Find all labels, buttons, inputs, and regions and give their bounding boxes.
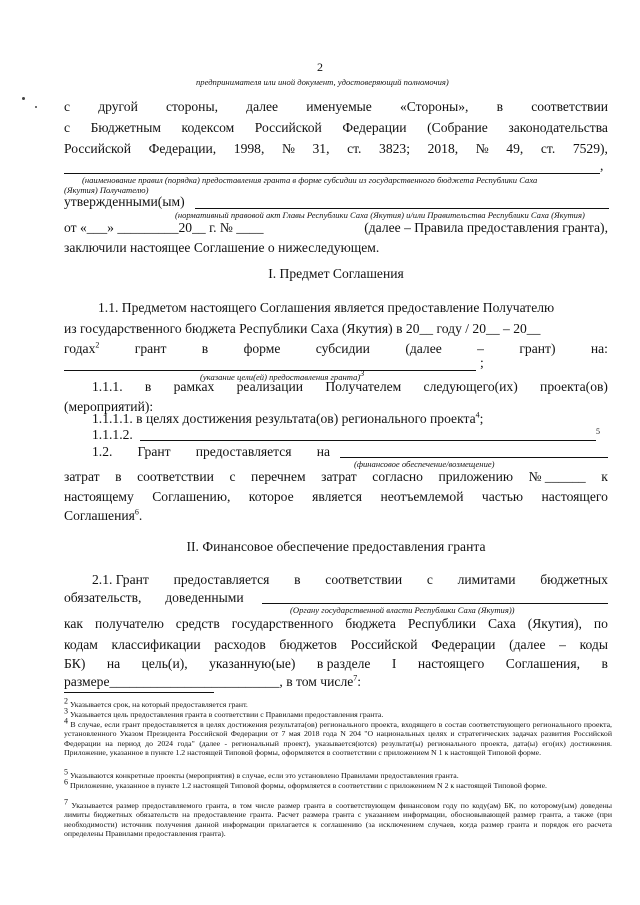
footnote-3: $^3$ Указывается цель предоставления гранта в соответствии с Правилами предоставления гранта. — [64, 706, 384, 719]
rules-line-comma: , — [600, 158, 604, 173]
intro-line-3: Российской Федерации, 1998, № 31, ст. 3823; 2018, № 49, ст. 7529), — [64, 141, 608, 156]
intro-date-line: от «___» _________20__ г. № ____ (далее – Правила предоставления гранта), — [64, 220, 608, 235]
s1-p1-line-2: из государственного бюджета Республики Саха (Якутия) в 20__ году / 20__ – 20__ — [64, 321, 541, 336]
scan-speck — [35, 106, 37, 108]
caption-goal: (указание цели(ей) предоставления гранта)$^3$ — [200, 369, 365, 382]
intro-line-2: с Бюджетным кодексом Российской Федерации (Собрание законодательства — [64, 120, 608, 135]
s1-p3-line: 1.1.1.1. в целях достижения результата(ов) регионального проекта$^4$; — [92, 410, 484, 426]
caption-rules-name: (наименование правил (порядка) предоставления гранта в форме субсидии из государственного бюджета Республики Саха — [82, 175, 538, 185]
section-1-title: I. Предмет Соглашения — [268, 266, 404, 281]
s1-p2-line-2: (мероприятий): — [64, 399, 154, 414]
blank-approving-act-line — [195, 208, 609, 209]
s1-p1-line-1: 1.1. Предметом настоящего Соглашения является предоставление Получателю — [98, 300, 555, 315]
s2-p1-line-3: как получателю средств государственного бюджета Республики Саха (Якутия), по — [64, 616, 608, 631]
intro-concluded-line: заключили настоящее Соглашение о нижеследующем. — [64, 240, 380, 255]
blank-goal-line — [64, 370, 476, 371]
s2-p1-line-1: 2.1. Грант предоставляется в соответствии с лимитами бюджетных — [92, 572, 608, 587]
s1-p5-line-1: 1.2. Грант предоставляется на — [92, 444, 330, 459]
footnote-7: $^7$ Указывается размер предоставляемого гранта, в том числе размер гранта в соответствующем финансовом году по коду(ам) БК, по которому(ым) доведены лимиты бюджетных обязательств на предоставление гранта. Расчет размера гранта с указанием информации, обосновывающей размер гранта, а также (при необходимости) источник получения данной информации прилагается к соглашению (за исключением случаев, когда размер гранта и порядок его расчета определены Правилами предоставления гранта). — [64, 797, 612, 839]
footnote-ref-5: 5 — [596, 427, 600, 436]
intro-line-1: с другой стороны, далее именуемые «Стороны», в соответствии — [64, 99, 608, 114]
caption-financing-type: (финансовое обеспечение/возмещение) — [354, 459, 495, 469]
caption-authority-doc: предпринимателя или иной документ, удостоверяющий полномочия) — [196, 77, 449, 87]
section-2-title: II. Финансовое обеспечение предоставления гранта — [186, 539, 486, 554]
s1-p1-line-3: годах$^2$ грант в форме субсидии (далее – грант) на: — [64, 340, 608, 356]
footnote-6: $^6$ Приложение, указанное в пункте 1.2 настоящей Типовой формы, оформляется в соответствии с приложением N 2 к настоящей Типовой форме. — [64, 777, 548, 790]
caption-approving-act: (нормативный правовой акт Главы Республики Саха (Якутия) и/или Правительства Республики Саха (Якутия) — [175, 210, 585, 220]
footnote-4: $^4$ В случае, если грант предоставляется в целях достижения результата(ов) регионального проекта, входящего в состав соответствующего регионального проекта, установленного Указом Президента Российской Федерации от 7 мая 2018 года N 204 "О национальных целях и стратегических задачах развития Российской Федерации на период до 2024 года" (далее - региональный проект), указывается(ются) результат(ы) регионального проекта, дата(ы) его(их) достижения. Приложение, указанное в пункте 1.2 настоящей Типовой формы, оформляется в соответствии с приложением N 1 к настоящей Типовой форме. — [64, 716, 613, 758]
footnote-5: $^5$ Указываются конкретные проекты (мероприятия) в случае, если это установлено Правилами предоставления гранта. — [64, 767, 459, 780]
blank-authority-line — [262, 603, 608, 604]
intro-approved-line: утвержденными(ым) — [64, 194, 185, 209]
s1-p2-line-1: 1.1.1. в рамках реализации Получателем следующего(их) проекта(ов) — [92, 379, 608, 394]
goal-line-semicolon: ; — [480, 355, 484, 370]
scan-speck — [22, 97, 25, 100]
s2-p1-line-2: обязательств, доведенными — [64, 590, 244, 605]
s2-p1-line-5: БК) на цель(и), указанную(ые) в разделе I настоящего Соглашения, в — [64, 656, 608, 671]
s1-p5-line-2: затрат в соответствии с перечнем затрат согласно приложению № ______ к — [64, 469, 608, 484]
s2-p1-line-4: кодам классификации расходов бюджетов Российской Федерации (далее – коды — [64, 637, 608, 652]
s1-p5-line-4: Соглашения$^6$. — [64, 507, 143, 523]
page-number: 2 — [317, 60, 323, 74]
caption-authority: (Органу государственной власти Республики Саха (Якутия)) — [290, 605, 515, 615]
s1-p4-line: 1.1.1.2. — [92, 427, 133, 442]
footnote-2: $^2$ Указывается срок, на который предоставляется грант. — [64, 696, 248, 709]
footnote-separator — [64, 692, 214, 693]
s1-p5-line-3: настоящему Соглашению, которое является неотъемлемой частью настоящего — [64, 489, 608, 504]
blank-financing-type-line — [340, 457, 608, 458]
s2-p1-line-6: размере_________________________, в том числе$^7$: — [64, 673, 362, 689]
blank-rules-name-line — [64, 173, 600, 174]
caption-rules-name-cont: (Якутия) Получателю) — [64, 185, 149, 195]
blank-project-line — [140, 440, 596, 441]
